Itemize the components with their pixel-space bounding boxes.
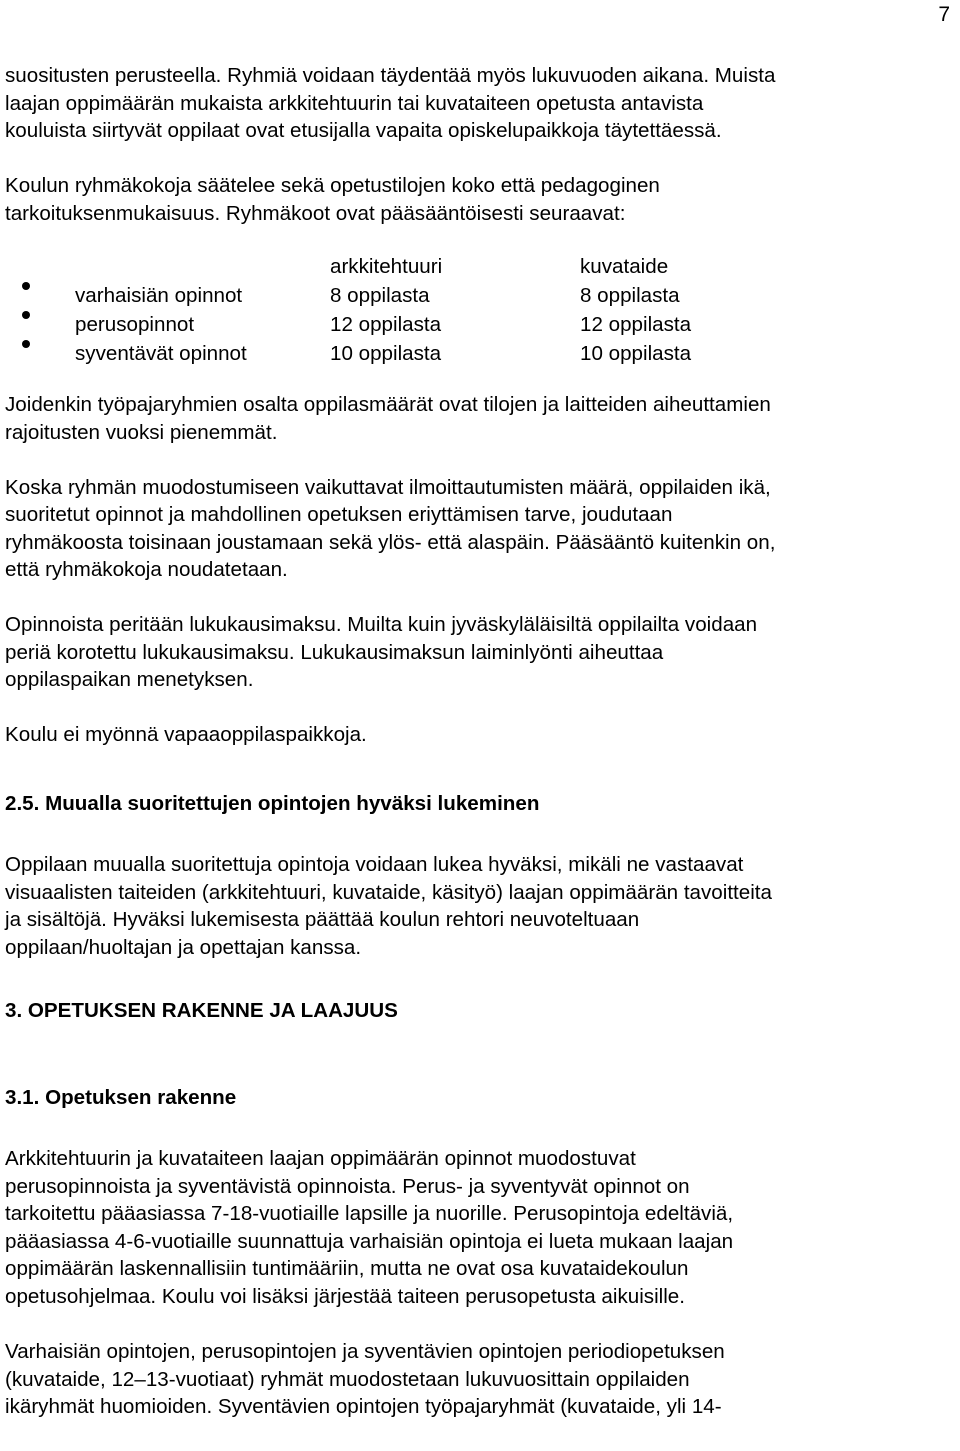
flexibility-paragraph <box>5 474 955 584</box>
text-line: Varhaisiän opintojen, perusopintojen ja syventävien opintojen periodiopetuksen <box>5 1340 725 1363</box>
text-line: Koulun ryhmäkokoja säätelee sekä opetustilojen koko että pedagoginen <box>5 174 660 197</box>
text-line: pääasiassa 4-6-vuotiaille suunnattuja varhaisiän opintoja ei lueta mukaan laajan <box>5 1229 734 1253</box>
text-line: oppimäärän laskennallisiin tuntimääriin, mutta ne ovat osa kuvataidekoulun <box>5 1257 689 1280</box>
group-size-table <box>5 253 955 393</box>
text-line: kouluista siirtyvät oppilaat ovat etusijalla vapaita opiskelupaikkoja täytettäessä. <box>5 119 722 142</box>
text-line: tarkoitettu pääasiassa 7-18-vuotiaille lapsille ja nuorille. Perusopintoja edeltäviä, <box>5 1202 734 1225</box>
text-line: periä korotettu lukukausimaksu. Lukukausimaksun laiminlyönti aiheuttaa <box>5 640 664 664</box>
column-header-arkkitehtuuri: arkkitehtuuri <box>330 255 443 278</box>
intro-paragraph <box>5 62 955 145</box>
text-line: Oppilaan muualla suoritettuja opintoja voidaan lukea hyväksi, mikäli ne vastaavat <box>5 853 744 876</box>
cell-arkkitehtuuri: 12 oppilasta <box>330 313 442 336</box>
table-row <box>5 282 955 311</box>
workshop-paragraph <box>5 391 955 446</box>
text-line: Opinnoista peritään lukukausimaksu. Muilta kuin jyväskyläläisiltä oppilailta voidaan <box>5 613 758 636</box>
section-3-heading: 3. OPETUKSEN RAKENNE JA LAAJUUS <box>5 999 398 1022</box>
page-number: 7 <box>938 3 950 26</box>
document-body <box>5 62 955 1421</box>
text-line: Koulu ei myönnä vapaaoppilaspaikkoja. <box>5 723 367 746</box>
text-line: oppilaan/huoltajan ja opettajan kanssa. <box>5 935 362 959</box>
row-label: perusopinnot <box>75 313 195 336</box>
cell-kuvataide: 10 oppilasta <box>580 342 692 365</box>
text-line: visuaalisten taiteiden (arkkitehtuuri, kuvataide, käsityö) laajan oppimäärän tavoitteita <box>5 880 772 904</box>
group-size-paragraph <box>5 172 955 227</box>
text-line: että ryhmäkokoja noudatetaan. <box>5 558 288 581</box>
row-label: syventävät opinnot <box>75 342 247 365</box>
section-3-1-heading: 3.1. Opetuksen rakenne <box>5 1085 237 1109</box>
text-line: perusopinnoista ja syventävistä opinnoista. Perus- ja syventyvät opinnot on <box>5 1174 690 1198</box>
text-line: suositusten perusteella. Ryhmiä voidaan täydentää myös lukuvuoden aikana. Muista <box>5 64 776 87</box>
text-line: oppilaspaikan menetyksen. <box>5 668 254 691</box>
cell-kuvataide: 8 oppilasta <box>580 284 680 307</box>
text-line: Arkkitehtuurin ja kuvataiteen laajan oppimäärän opinnot muodostuvat <box>5 1147 636 1170</box>
structure-paragraph <box>5 1145 955 1310</box>
column-header-kuvataide: kuvataide <box>580 255 669 278</box>
text-line: rajoitusten vuoksi pienemmät. <box>5 420 278 444</box>
text-line: suoritetut opinnot ja mahdollinen opetuksen eriyttämisen tarve, joudutaan <box>5 503 673 526</box>
table-row <box>5 311 955 340</box>
text-line: opetusohjelmaa. Koulu voi lisäksi järjestää taiteen perusopetusta aikuisille. <box>5 1284 685 1308</box>
table-row <box>5 340 955 369</box>
text-line: ikäryhmät huomioiden. Syventävien opintojen työpajaryhmät (kuvataide, yli 14- <box>5 1395 722 1418</box>
free-place-paragraph <box>5 721 955 749</box>
text-line: (kuvataide, 12–13-vuotiaat) ryhmät muodostetaan lukuvuosittain oppilaiden <box>5 1367 690 1391</box>
bullet-icon <box>22 311 30 319</box>
fee-paragraph <box>5 611 955 694</box>
text-line: Joidenkin työpajaryhmien osalta oppilasmäärät ovat tilojen ja laitteiden aiheuttamien <box>5 393 771 416</box>
cell-kuvataide: 12 oppilasta <box>580 313 692 336</box>
text-line: tarkoituksenmukaisuus. Ryhmäkoot ovat pääsääntöisesti seuraavat: <box>5 201 626 225</box>
section-2-5-heading: 2.5. Muualla suoritettujen opintojen hyväksi lukeminen <box>5 791 540 815</box>
table-header-row <box>5 253 955 282</box>
period-paragraph <box>5 1338 955 1421</box>
text-line: ja sisältöjä. Hyväksi lukemisesta päättää koulun rehtori neuvoteltuaan <box>5 908 640 931</box>
bullet-icon <box>22 282 30 290</box>
text-line: ryhmäkoosta toisinaan joustamaan sekä ylös- että alaspäin. Pääsääntö kuitenkin on, <box>5 530 776 554</box>
text-line: laajan oppimäärän mukaista arkkitehtuurin tai kuvataiteen opetusta antavista <box>5 91 704 115</box>
cell-arkkitehtuuri: 8 oppilasta <box>330 284 430 307</box>
text-line: Koska ryhmän muodostumiseen vaikuttavat ilmoittautumisten määrä, oppilaiden ikä, <box>5 475 771 499</box>
bullet-icon <box>22 340 30 348</box>
cell-arkkitehtuuri: 10 oppilasta <box>330 342 442 365</box>
row-label: varhaisiän opinnot <box>75 284 243 307</box>
recognition-paragraph <box>5 851 955 961</box>
